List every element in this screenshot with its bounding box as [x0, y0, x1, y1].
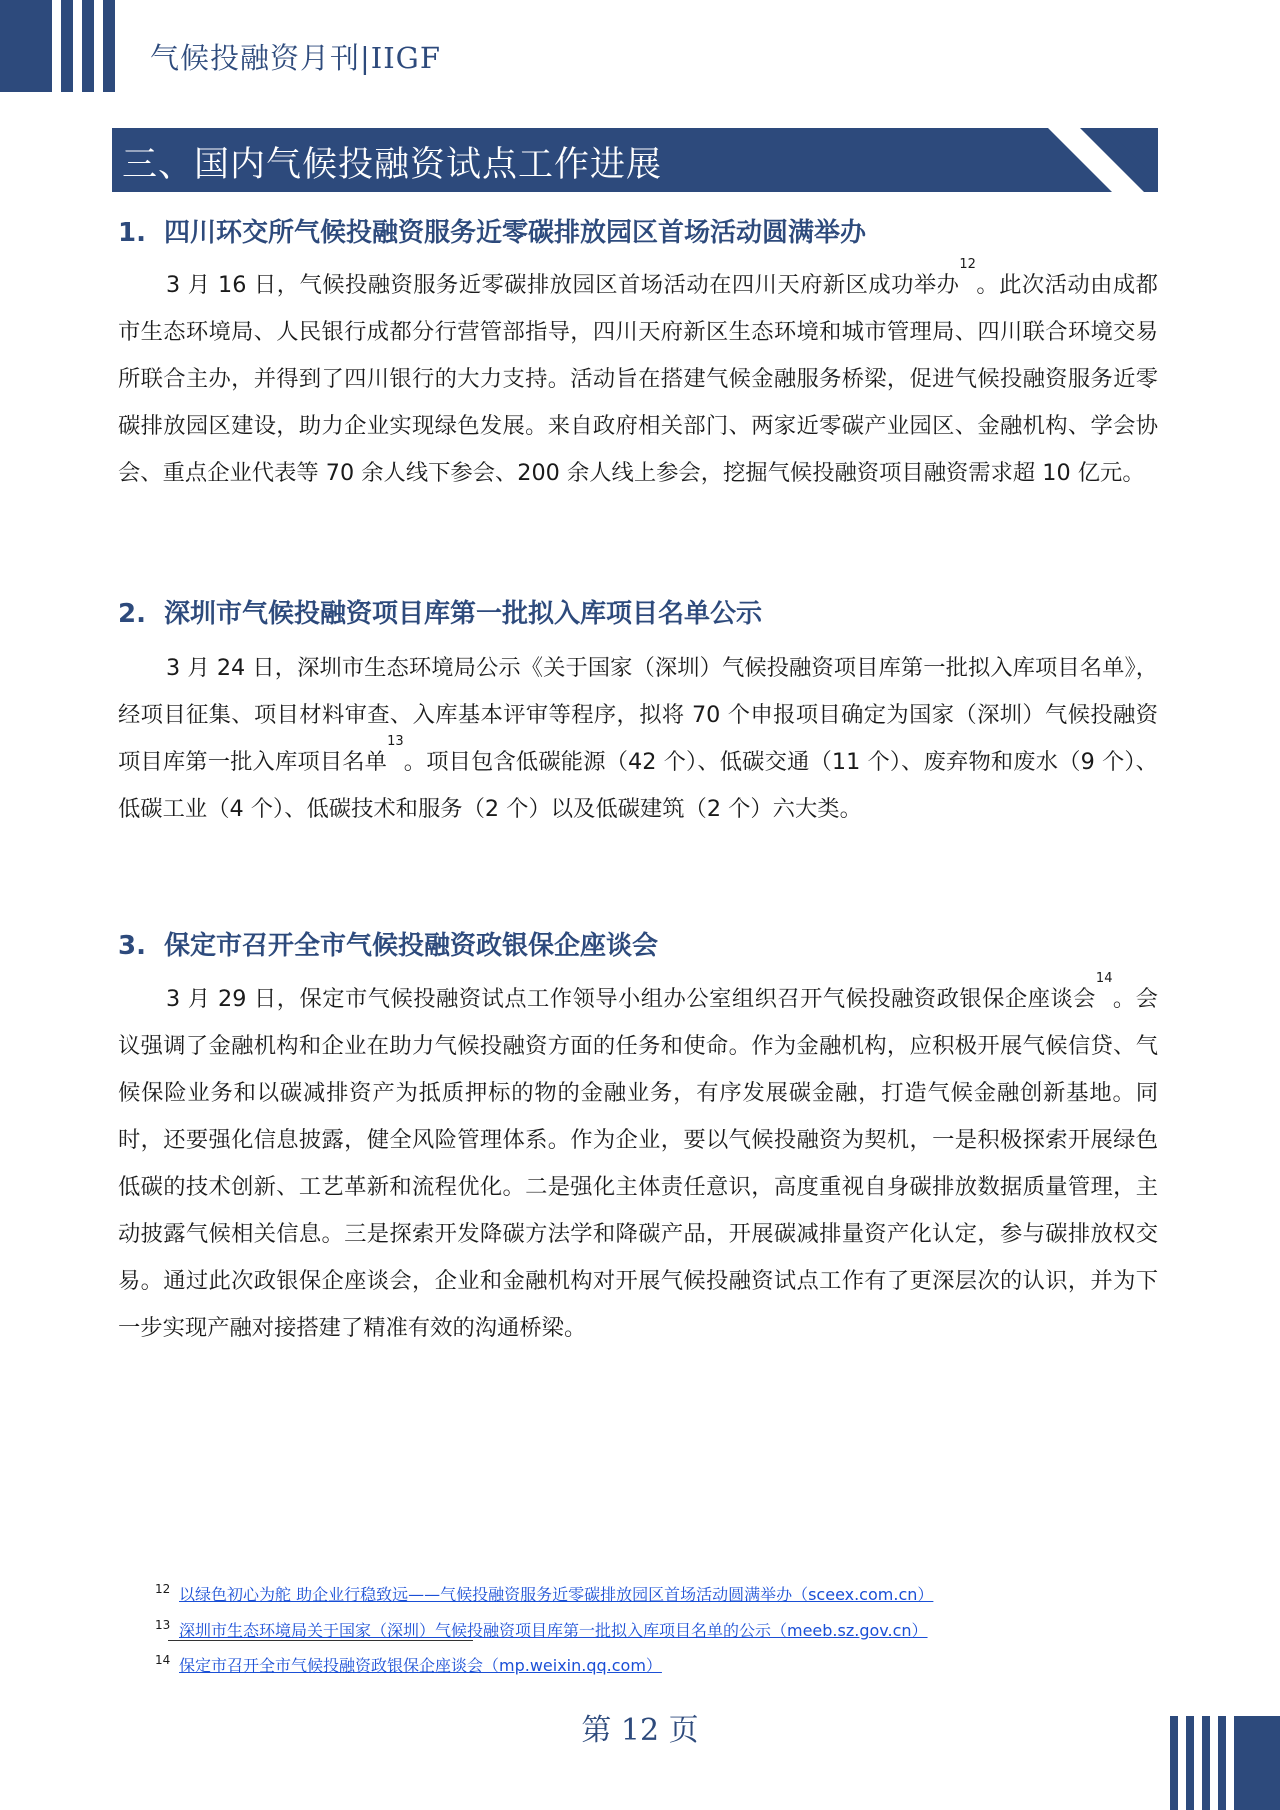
header-bars-decoration: [0, 0, 120, 92]
section-2-text-b: 。项目包含低碳能源（42 个）、低碳交通（11 个）、废弃物和废水（9 个）、低碳工业（4 个）、低碳技术和服务（2 个）以及低碳建筑（2 个）六大类。: [118, 749, 1158, 822]
section-1-title: 四川环交所气候投融资服务近零碳排放园区首场活动圆满举办: [164, 218, 867, 248]
footnote-12: [155, 1582, 933, 1605]
section-1-number: 1.: [118, 218, 146, 248]
footnote-13: [155, 1618, 928, 1641]
section-2-text-a: 3 月 24 日，深圳市生态环境局公示《关于国家（深圳）气候投融资项目库第一批拟入库项目名单》，经项目征集、项目材料审查、入库基本评审等程序，拟将 70 个申报项目确定为国家（深圳）气候投融资项目库第一批入库项目名单: [118, 655, 1158, 775]
footnote-ref-12[interactable]: 12: [959, 257, 976, 272]
section-1-paragraph: [118, 257, 1158, 497]
footnote-14-link[interactable]: 保定市召开全市气候投融资政银保企座谈会（mp.weixin.qq.com）: [179, 1656, 662, 1675]
footnote-14: [155, 1653, 662, 1676]
section-banner: [112, 128, 1158, 192]
section-3-number: 3.: [118, 931, 146, 961]
section-1-heading: [118, 212, 866, 249]
footnote-14-number: 14: [155, 1653, 171, 1667]
banner-stripes-decoration: [1048, 128, 1158, 192]
section-2-number: 2.: [118, 599, 146, 629]
publication-title: 气候投融资月刊|IIGF: [150, 41, 441, 75]
footer-bars-decoration: [1170, 1716, 1280, 1810]
section-3-paragraph: [118, 971, 1158, 1352]
footnote-12-number: 12: [155, 1582, 171, 1596]
section-1-text-a: 3 月 16 日，气候投融资服务近零碳排放园区首场活动在四川天府新区成功举办: [166, 272, 960, 298]
footnote-ref-13[interactable]: 13: [387, 734, 404, 749]
section-3-title: 保定市召开全市气候投融资政银保企座谈会: [164, 931, 659, 961]
footnote-12-link[interactable]: 以绿色初心为舵 助企业行稳致远——气候投融资服务近零碳排放园区首场活动圆满举办（sceex.com.cn）: [179, 1585, 934, 1604]
section-2-title: 深圳市气候投融资项目库第一批拟入库项目名单公示: [164, 599, 763, 629]
section-3-text-a: 3 月 29 日，保定市气候投融资试点工作领导小组办公室组织召开气候投融资政银保企座谈会: [166, 986, 1096, 1012]
section-1-text-b: 。此次活动由成都市生态环境局、人民银行成都分行营管部指导，四川天府新区生态环境和城市管理局、四川联合环境交易所联合主办，并得到了四川银行的大力支持。活动旨在搭建气候金融服务桥梁，促进气候投融资服务近零碳排放园区建设，助力企业实现绿色发展。来自政府相关部门、两家近零碳产业园区、金融机构、学会协会、重点企业代表等 70 余人线下参会、200 余人线上参会，挖掘气候投融资项目融资需求超 10 亿元。: [118, 272, 1158, 486]
footnote-ref-14[interactable]: 14: [1095, 971, 1113, 986]
section-2-heading: [118, 593, 762, 630]
page-number: 第 12 页: [581, 1713, 699, 1748]
footnote-13-number: 13: [155, 1618, 171, 1632]
section-3-heading: [118, 925, 658, 962]
footnote-13-link[interactable]: 深圳市生态环境局关于国家（深圳）气候投融资项目库第一批拟入库项目名单的公示（meeb.sz.gov.cn）: [179, 1621, 928, 1640]
banner-title: 三、国内气候投融资试点工作进展: [122, 145, 663, 185]
section-2-paragraph: [118, 645, 1158, 833]
section-3-text-b: 。会议强调了金融机构和企业在助力气候投融资方面的任务和使命。作为金融机构，应积极开展气候信贷、气候保险业务和以碳减排资产为抵质押标的物的金融业务，有序发展碳金融，打造气候金融创新基地。同时，还要强化信息披露，健全风险管理体系。作为企业，要以气候投融资为契机，一是积极探索开展绿色低碳的技术创新、工艺革新和流程优化。二是强化主体责任意识，高度重视自身碳排放数据质量管理，主动披露气候相关信息。三是探索开发降碳方法学和降碳产品，开展碳减排量资产化认定，参与碳排放权交易。通过此次政银保企座谈会，企业和金融机构对开展气候投融资试点工作有了更深层次的认识，并为下一步实现产融对接搭建了精准有效的沟通桥梁。: [118, 986, 1158, 1341]
